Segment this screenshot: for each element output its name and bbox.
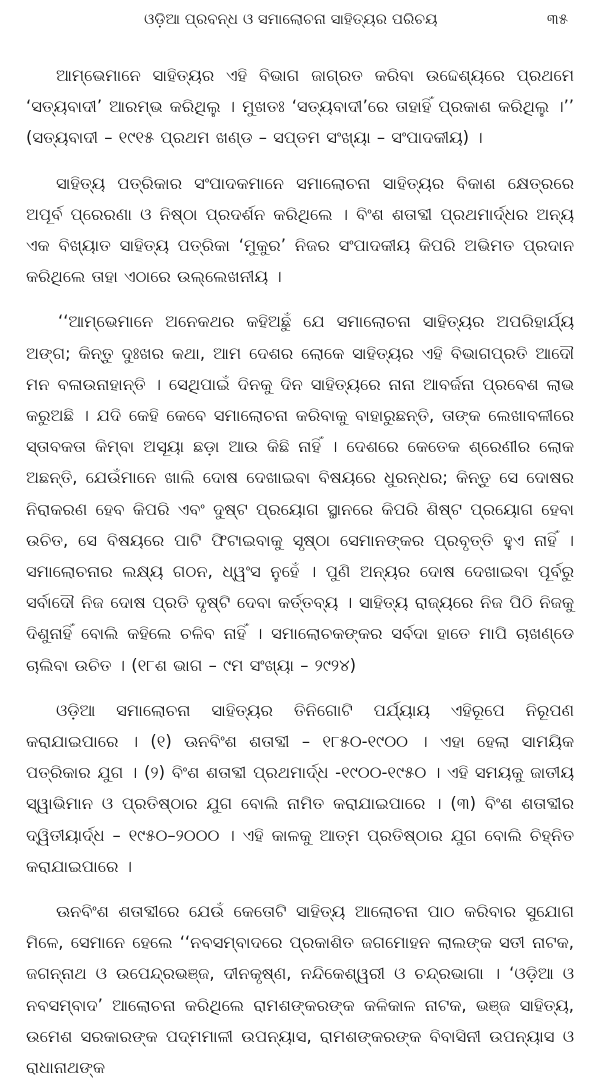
header-title: ଓଡ଼ିଆ ପ୍ରବନ୍ଧ ଓ ସମାଲୋଚନା ସାହିତ୍ୟର ପରିଚୟ: [144, 10, 438, 28]
running-header: [26, 6, 574, 32]
paragraph-satyabadi-quote: ଆମ୍ଭେମାନେ ସାହିତ୍ୟର ଏହି ବିଭାଗ ଜାଗ୍ରତ କରିବା ଉଦ୍ଦେଶ୍ୟରେ ପ୍ରଥମେ ‘ସତ୍ୟବାଦୀ’ ଆରମ୍ଭ କରିଥିଲୁ । ମୁଖତଃ ‘ସତ୍ୟବାଦୀ’ରେ ତାହାହିଁ ପ୍ରକାଶ କରିଥିଲୁ ।’’ (ସତ୍ୟବାଦୀ – ୧୯୧୫ ପ୍ରଥମ ଖଣ୍ଡ – ସପ୍ତମ ସଂଖ୍ୟା – ସଂପାଦକୀୟ) ।: [26, 66, 574, 148]
paragraph-mukura-quote: ‘‘ଆମ୍ଭେମାନେ ଅନେକଥର କହିଅଛୁଁ ଯେ ସମାଲୋଚନା ସାହିତ୍ୟର ଅପରିହାର୍ଯ୍ୟ ଅଙ୍ଗ; କିନ୍ତୁ ଦୁଃଖର କଥା, ଆମ ଦେଶର ଲୋକେ ସାହିତ୍ୟର ଏହି ବିଭାଗପ୍ରତି ଆଦୌ ମନ ବଳାଉନାହାନ୍ତି । ସେଥିପାଇଁ ଦିନକୁ ଦିନ ସାହିତ୍ୟରେ ନାନା ଆବର୍ଜନା ପ୍ରବେଶ ଲାଭ କରୁଅଛି । ଯଦି କେହି କେବେ ସମାଲୋଚନା କରିବାକୁ ବାହାରୁଛନ୍ତି, ତାଙ୍କ ଲେଖାବଳୀରେ ସ୍ତାବକତା କିମ୍ବା ଅସୂୟା ଛଡ଼ା ଆଉ କିଛି ନାହିଁ । ଦେଶରେ କେତେକ ଶ୍ରେଣୀର ଲୋକ ଅଛନ୍ତି, ଯେଉଁମାନେ ଖାଲି ଦୋଷ ଦେଖାଇବା ବିଷୟରେ ଧୁରନ୍ଧର; କିନ୍ତୁ ସେ ଦୋଷର ନିରାକରଣ ହେବ କିପରି ଏବଂ ଦୁଷ୍ଟ ପ୍ରୟୋଗ ସ୍ଥାନରେ କିପରି ଶିଷ୍ଟ ପ୍ରୟୋଗ ହେବା ଉଚିତ, ସେ ବିଷୟରେ ପାଟି ଫିଟାଇବାକୁ ସୃଷ୍ଠା ସେମାନଙ୍କର ପ୍ରବୃତ୍ତି ହୁଏ ନାହିଁ । ସମାଲୋଚନାର ଲକ୍ଷ୍ୟ ଗଠନ, ଧ୍ୱଂସ ନୁହେଁ । ପୁଣି ଅନ୍ୟର ଦୋଷ ଦେଖାଇବା ପୂର୍ବରୁ ସର୍ବାଦୌ ନିଜ ଦୋଷ ପ୍ରତି ଦୃଷ୍ଟି ଦେବା କର୍ତ୍ତବ୍ୟ । ସାହିତ୍ୟ ରାଜ୍ୟରେ ନିଜ ପିଠି ନିଜକୁ ଦିଶୁନାହିଁ ବୋଲି କହିଲେ ଚଳିବ ନାହିଁ । ସମାଲୋଚକଙ୍କର ସର୍ବଦା ହାତେ ମାପି ଚାଖଣ୍ଡେ ଚାଲିବା ଉଚିତ । (୧୮ଶ ଭାଗ – ୯ମ ସଂଖ୍ୟା – ୨୯୨୪): [26, 312, 574, 675]
page-number: ୩୫: [546, 10, 568, 28]
paragraph-editors: ସାହିତ୍ୟ ପତ୍ରିକାର ସଂପାଦକମାନେ ସମାଲୋଚନା ସାହିତ୍ୟର ବିକାଶ କ୍ଷେତ୍ରରେ ଅପୂର୍ବ ପ୍ରେରଣା ଓ ନିଷ୍ଠା ପ୍ରଦର୍ଶନ କରିଥିଲେ । ବିଂଶ ଶତାବ୍ଦୀ ପ୍ରଥମାର୍ଦ୍ଧର ଅନ୍ୟ ଏକ ବିଖ୍ୟାତ ସାହିତ୍ୟ ପତ୍ରିକା ‘ମୁକୁର’ ନିଜର ସଂପାଦକୀୟ କିପରି ଅଭିମତ ପ୍ରଦାନ କରିଥିଲେ ତାହା ଏଠାରେ ଉଲ୍ଲେଖନୀୟ ।: [26, 173, 574, 287]
paragraph-three-phases: ଓଡ଼ିଆ ସମାଲୋଚନା ସାହିତ୍ୟର ତିନିଗୋଟି ପର୍ଯ୍ୟାୟ ଏହିରୂପେ ନିରୂପଣ କରାଯାଇପାରେ । (୧) ଊନବିଂଶ ଶତାବ୍ଦୀ – ୧୮୫୦-୧୯୦୦ । ଏହା ହେଲା ସାମୟିକ ପତ୍ରିକାର ଯୁଗ । (୨) ବିଂଶ ଶତାବ୍ଦୀ ପ୍ରଥମାର୍ଦ୍ଧ -୧୯୦୦-୧୯୫୦ । ଏହି ସମୟକୁ ଜାତୀୟ ସ୍ୱାଭିମାନ ଓ ପ୍ରତିଷ୍ଠାର ଯୁଗ ବୋଲି ନାମିତ କରାଯାଇପାରେ । (୩) ବିଂଶ ଶତାବ୍ଦୀର ଦ୍ୱିତୀୟାର୍ଦ୍ଧ – ୧୯୫୦–୨୦୦୦ । ଏହି କାଳକୁ ଆତ୍ମ ପ୍ରତିଷ୍ଠାର ଯୁଗ ବୋଲି ଚିହ୍ନିତ କରାଯାଇପାରେ ।: [26, 700, 574, 876]
paragraph-nineteenth-century: ଊନବିଂଶ ଶତାବ୍ଦୀରେ ଯେଉଁ କେତୋଟି ସାହିତ୍ୟ ଆଲୋଚନା ପାଠ କରିବାର ସୁଯୋଗ ମିଳେ, ସେମାନେ ହେଲେ ‘‘ନବସମ୍ବାଦରେ ପ୍ରକାଶିତ ଜଗମୋହନ ଲାଲଙ୍କ ସତୀ ନାଟକ, ଜଗନ୍ନାଥ ଓ ଉପେନ୍ଦ୍ରଭଞ୍ଜ, ଦୀନକୃଷ୍ଣ, ନନ୍ଦିକେଶ୍ୱରୀ ଓ ଚନ୍ଦ୍ରଭାଗା । ‘ଓଡ଼ିଆ ଓ ନବସମ୍ବାଦ’ ଆଲୋଚନା କରିଥିଲେ ରାମଶଙ୍କରଙ୍କ କଳିକାଳ ନାଟକ, ଭଞ୍ଜ ସାହିତ୍ୟ, ଉମେଶ ସରକାରଙ୍କ ପଦ୍ମମାଳୀ ଉପନ୍ୟାସ, ରାମଶଙ୍କରଙ୍କ ବିବାସିନୀ ଉପନ୍ୟାସ ଓ ରାଧାନାଥଙ୍କ: [26, 902, 574, 1078]
body-text: [26, 60, 574, 1083]
